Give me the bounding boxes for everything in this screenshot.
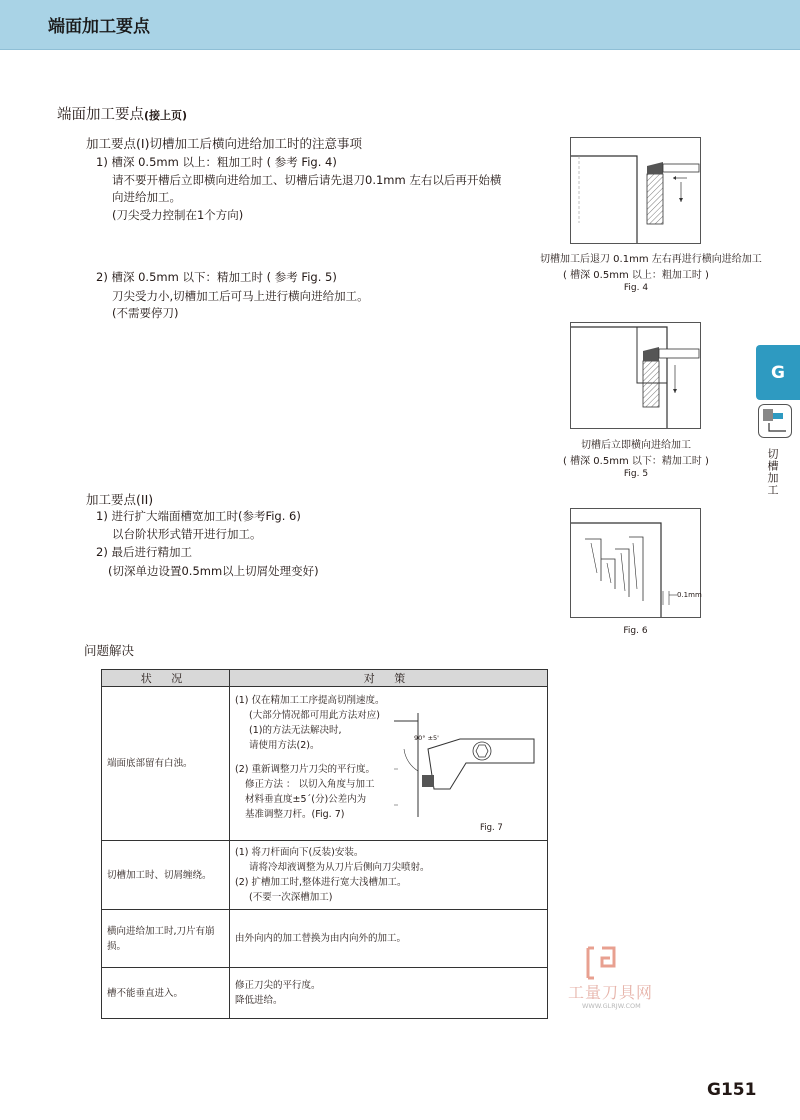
watermark-text: 工量刀具网 xyxy=(568,983,654,1002)
point1-item2-line: (不需要停刀) xyxy=(112,306,179,320)
column-header-condition: 状 况 xyxy=(102,670,230,687)
point1-title: 加工要点(I)切槽加工后横向进给加工时的注意事项 xyxy=(86,136,362,151)
chapter-tab-g[interactable] xyxy=(756,345,800,400)
fig5-caption: 切槽后立即横向进给加工 xyxy=(581,440,691,451)
fig4-caption: 切槽加工后退刀 0.1mm 左右再进行横向进给加工 xyxy=(540,254,762,265)
table-header-row xyxy=(102,670,548,687)
point2-line: 以台阶状形式错开进行加工。 xyxy=(112,527,262,541)
fig6-drawing xyxy=(571,509,700,617)
measure-cell xyxy=(230,968,548,1019)
fig6-diagram xyxy=(570,508,701,618)
measure-line: (大部分情况都可用此方法对应) xyxy=(249,710,380,721)
measure-line: 请将冷却液调整为从刀片后侧向刀尖喷射。 xyxy=(249,862,430,873)
point1-item1-title: 1) 槽深 0.5mm 以上：粗加工时 ( 参考 Fig. 4) xyxy=(96,155,337,169)
measure-line: 基准调整刀杆。(Fig. 7) xyxy=(245,809,345,820)
measure-line: (2) 扩槽加工时,整体进行宽大浅槽加工。 xyxy=(235,877,407,888)
measure-cell xyxy=(230,687,548,841)
fig6-label: Fig. 6 xyxy=(623,626,648,636)
point1-item2-line: 刀尖受力小,切槽加工后可马上进行横向进给加工。 xyxy=(112,289,369,303)
section-title-note: (接上页) xyxy=(144,109,188,122)
point2-title: 加工要点(II) xyxy=(86,492,154,507)
fig6-dimension: 0.1mm xyxy=(677,591,702,599)
fig5-label: Fig. 5 xyxy=(623,469,649,479)
measure-line: 修正方法 ： 以切入角度与加工 xyxy=(245,779,375,790)
measure-line: (1) 将刀杆面向下(反装)安装。 xyxy=(235,847,364,858)
fig7-label: Fig. 7 xyxy=(480,823,503,833)
measure-line: 由外向内的加工替换为由内向外的加工。 xyxy=(235,933,407,944)
measure-line: (1) 仅在精加工工序提高切削速度。 xyxy=(235,695,385,706)
measure-cell xyxy=(230,841,548,910)
problems-table xyxy=(101,669,548,1019)
point1-item2-title: 2) 槽深 0.5mm 以下：精加工时 ( 参考 Fig. 5) xyxy=(96,270,337,284)
fig4-drawing xyxy=(571,138,700,243)
measure-line: 材料垂直度±5´(分)公差内为 xyxy=(245,794,367,805)
grooving-icon-drawing xyxy=(759,405,790,436)
watermark-url: WWW.GLRJW.COM xyxy=(582,1002,641,1010)
condition-cell: 端面底部留有白浊。 xyxy=(102,687,230,841)
page-number: G151 xyxy=(707,1080,757,1100)
table-row xyxy=(102,968,548,1019)
measure-line: (1)的方法无法解决时, xyxy=(249,725,342,736)
fig7-drawing xyxy=(394,709,542,831)
fig5-diagram xyxy=(570,322,701,429)
column-header-measure: 对 策 xyxy=(230,670,548,687)
chapter-tab-letter: G xyxy=(771,362,785,383)
watermark-mark xyxy=(580,944,620,984)
condition-cell: 切槽加工时、切屑缠绕。 xyxy=(102,841,230,910)
measure-line: 修正刀尖的平行度。 xyxy=(235,980,321,991)
point1-item1-line: 向进给加工。 xyxy=(112,190,181,204)
point2-line: 2) 最后进行精加工 xyxy=(96,545,192,559)
header-title: 端面加工要点 xyxy=(48,17,150,37)
point2-line: 1) 进行扩大端面槽宽加工时(参考Fig. 6) xyxy=(96,509,301,523)
grooving-icon xyxy=(758,404,792,438)
section-title xyxy=(57,103,187,124)
point2-line: (切深单边设置0.5mm以上切屑处理变好) xyxy=(108,564,319,578)
fig4-caption-sub: ( 槽深 0.5mm 以上：粗加工时 ) xyxy=(563,270,709,281)
measure-line: 请使用方法(2)。 xyxy=(249,740,320,751)
table-row xyxy=(102,910,548,968)
point1-item1-line: (刀尖受力控制在1个方向) xyxy=(112,208,244,222)
measure-cell xyxy=(230,910,548,968)
header-bar xyxy=(0,0,800,50)
point1-item1-line: 请不要开槽后立即横向进给加工、切槽后请先退刀0.1mm 左右以后再开始横 xyxy=(112,173,502,187)
fig4-diagram xyxy=(570,137,701,244)
fig5-drawing xyxy=(571,323,700,428)
fig5-caption-sub: ( 槽深 0.5mm 以下：精加工时 ) xyxy=(563,456,709,467)
measure-line: (2) 重新调整刀片刀尖的平行度。 xyxy=(235,764,375,775)
chapter-label: 切槽加工 xyxy=(766,448,779,496)
fig7-angle: 90° ±5' xyxy=(414,734,439,742)
table-row xyxy=(102,687,548,841)
measure-line: 降低进给。 xyxy=(235,995,283,1006)
measure-line: (不要一次深槽加工) xyxy=(249,892,333,903)
problems-title: 问题解决 xyxy=(84,643,135,658)
condition-cell: 槽不能垂直进入。 xyxy=(102,968,230,1019)
fig4-label: Fig. 4 xyxy=(623,283,649,293)
condition-cell: 横向进给加工时,刀片有崩损。 xyxy=(102,910,230,968)
table-row xyxy=(102,841,548,910)
watermark-logo xyxy=(568,944,678,1014)
section-title-text: 端面加工要点 xyxy=(57,107,144,123)
